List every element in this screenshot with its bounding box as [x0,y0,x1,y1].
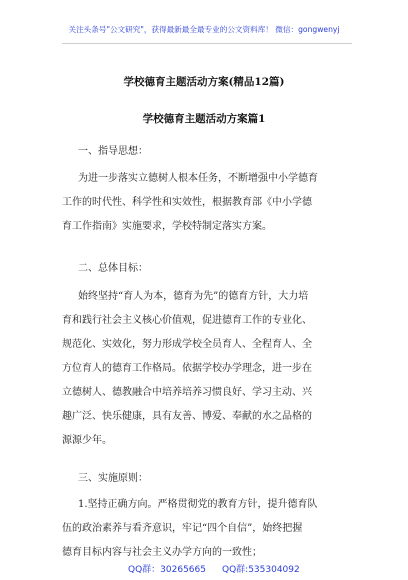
document-title: 学校德育主题活动方案(精品12篇) [123,76,285,88]
paragraph-line: 为进一步落实立德树人根本任务，不断增强中小学德育 [78,173,318,184]
paragraph-line: 趣广泛、快乐健康，具有友善、博爱、奉献的水之品格的 [62,411,312,422]
paragraph-line: 育工作指南》实施要求，学校特制定落实方案。 [62,221,272,232]
section-heading-principles: 三、实施原则： [78,473,148,484]
section-heading-overall-goals: 二、总体目标： [78,263,148,274]
paragraph-line: 德育目标内容与社会主义办学方向的一致性； [62,547,262,558]
paragraph-line: 源源少年。 [62,435,112,446]
paragraph-line: 工作的时代性、科学性和实效性，根据教育部《中小学德 [62,197,312,208]
paragraph-line: 伍的政治素养与看齐意识，牢记“四个自信”，始终把握 [62,523,303,534]
footer-qq-group-2: QQ群:535304092 [222,565,300,575]
paragraph-line: 1.坚持正确方向。严格贯彻党的教育方针，提升德育队 [78,499,318,510]
paragraph-line: 规范化、实效化，努力形成学校全员育人、全程育人、全 [62,339,312,350]
paragraph-line: 育和践行社会主义核心价值观，促进德育工作的专业化、 [62,315,312,326]
document-subtitle: 学校德育主题活动方案篇1 [142,113,266,125]
header-divider [62,43,352,44]
paragraph-line: 立德树人、德教融合中培养培养习惯良好、学习主动、兴 [62,387,312,398]
header-promo-note: 关注头条号"公文研究"，获得最新最全最专业的公文资料库！ 微信：gongwenyj [68,25,340,34]
footer-qq-group-1: QQ群：30265665 [128,565,206,575]
paragraph-line: 方位育人的德育工作格局。依据学校办学理念，进一步在 [62,363,312,374]
section-heading-guiding-ideology: 一、指导思想： [78,146,148,157]
paragraph-line: 始终坚持“育人为本，德育为先”的德育方针，大力培 [78,291,309,302]
